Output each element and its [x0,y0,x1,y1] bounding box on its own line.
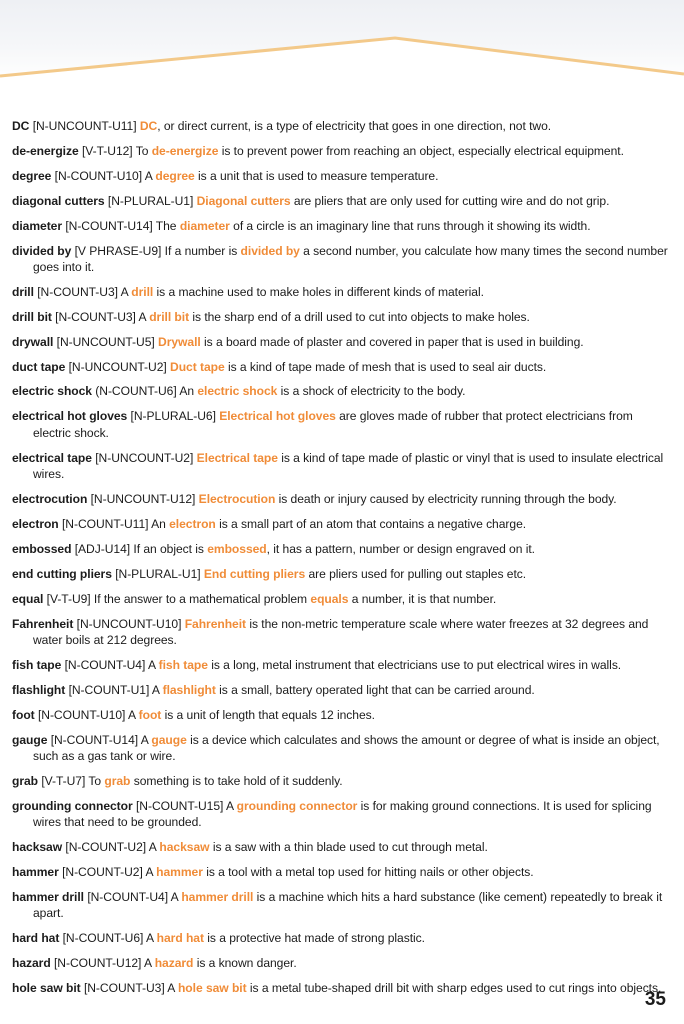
entry-definition: are pliers that are only used for cutting wire and do not grip. [293,193,610,208]
entry-headword: embossed [12,541,72,556]
entry-highlighted-term: Diagonal cutters [196,193,291,208]
glossary-entry [12,243,672,276]
entry-highlighted-term: hammer [156,865,203,879]
entry-part-of-speech: [ADJ-U14] [74,541,131,556]
entry-part-of-speech: [V-T-U9] [46,591,91,606]
entry-definition: is a small, battery operated light that can be carried around. [219,682,535,697]
entry-highlighted-term: End cutting pliers [203,566,306,581]
glossary-entry [12,889,672,922]
page-number: 35 [644,989,666,1010]
glossary-entry [12,168,672,184]
header-decoration [0,0,684,80]
entry-definition: , or direct current, is a type of electricity that goes in one direction, not two. [157,119,552,133]
entry-definition: is a protective hat made of strong plastic. [207,931,425,946]
entry-definition: something is to take hold of it suddenly. [133,773,343,788]
entry-definition: is a saw with a thin blade used to cut through metal. [212,840,488,855]
glossary-entry [12,980,672,996]
entry-headword: equal [12,591,44,606]
entry-headword: divided by [12,243,72,258]
entry-highlighted-term: Fahrenheit [184,616,247,631]
entry-definition-lead: A [144,168,153,183]
entry-part-of-speech: [N-COUNT-U4] [87,889,169,904]
glossary-entry [12,118,672,134]
entry-part-of-speech: [N-COUNT-U1] [68,682,150,697]
entry-headword: foot [12,707,35,722]
entry-highlighted-term: Electrocution [198,492,276,506]
entry-highlighted-term: Drywall [158,334,201,349]
entry-headword: grab [12,773,39,788]
entry-highlighted-term: de-energize [151,143,219,158]
entry-definition: is for making ground connections. It is used for splicing wires that need to be grounded. [33,798,652,830]
glossary-entry [12,864,672,880]
entry-headword: hard hat [12,931,60,946]
entry-definition: is a machine used to make holes in different kinds of material. [156,284,484,299]
entry-part-of-speech: [N-UNCOUNT-U12] [90,492,196,506]
glossary-entry [12,383,672,399]
entry-part-of-speech: [N-UNCOUNT-U2] [95,450,194,465]
entry-part-of-speech: [N-COUNT-U14] [65,218,153,233]
entry-highlighted-term: fish tape [158,657,208,672]
entry-part-of-speech: [N-UNCOUNT-U5] [56,334,155,349]
entry-headword: fish tape [12,657,62,672]
entry-definition: a second number, you calculate how many times the second number goes into it. [33,243,668,274]
entry-headword: hacksaw [12,840,63,855]
entry-headword: degree [12,168,52,183]
glossary-entry [12,541,672,557]
entry-definition: is a machine which hits a hard substance (like cement) repeatedly to break it apart. [33,889,663,921]
entry-definition-lead: A [138,309,146,324]
entry-highlighted-term: drill [131,284,154,299]
glossary-entry [12,218,672,234]
entry-definition: is a device which calculates and shows the amount or degree of what is inside an object, such as a gas tank or wire. [33,732,660,763]
entry-definition-lead: If an object is [133,541,204,556]
entry-definition-lead: A [127,707,136,722]
glossary-entry [12,193,672,209]
entry-definition-lead: A [145,865,153,879]
page-header-band [0,0,684,80]
glossary-entry [12,657,672,673]
glossary-entry [12,359,672,375]
entry-definition: is to prevent power from reaching an object, especially electrical equipment. [221,143,624,158]
entry-part-of-speech: [N-PLURAL-U1] [107,193,194,208]
entry-highlighted-term: drill bit [149,309,190,324]
entry-definition: is a unit that is used to measure temperature. [198,168,439,183]
entry-definition: are pliers used for pulling out staples etc. [308,566,527,581]
entry-definition: is the non-metric temperature scale where water freezes at 32 degrees and water boils at 212 degrees. [33,616,649,647]
entry-definition: are gloves made of rubber that protect electricians from electric shock. [33,409,633,440]
glossary-entry [12,334,672,350]
entry-headword: diagonal cutters [12,193,105,208]
entry-definition-lead: To [88,773,102,788]
entry-headword: diameter [12,218,63,233]
glossary-entry [12,616,672,649]
glossary-entry [12,491,672,507]
glossary-entry [12,516,672,532]
entry-part-of-speech: [N-COUNT-U11] [61,516,149,531]
entry-headword: drywall [12,334,54,349]
entry-definition-lead: A [144,956,152,971]
entry-highlighted-term: hole saw bit [177,981,247,996]
entry-definition: is a board made of plaster and covered in paper that is used in building. [204,334,584,349]
entry-headword: hole saw bit [12,981,81,996]
entry-highlighted-term: divided by [240,243,300,258]
entry-part-of-speech: [N-COUNT-U2] [65,840,147,855]
entry-highlighted-term: foot [138,707,162,722]
entry-highlighted-term: degree [155,168,195,183]
entry-definition-lead: A [148,840,157,855]
glossary-entry [12,566,672,582]
entry-highlighted-term: hard hat [156,931,204,946]
entry-part-of-speech: [N-COUNT-U2] [62,865,143,879]
glossary-entry [12,450,672,483]
entry-part-of-speech: [N-PLURAL-U6] [130,409,216,424]
entry-highlighted-term: equals [310,591,349,606]
entry-definition-lead: A [140,732,149,747]
entry-definition-lead: If the answer to a mathematical problem [93,591,308,606]
entry-definition: of a circle is an imaginary line that runs through it showing its width. [233,218,591,233]
entry-headword: end cutting pliers [12,566,112,581]
entry-definition-lead: A [145,931,154,946]
entry-headword: de-energize [12,143,79,158]
glossary-entry [12,591,672,607]
entry-part-of-speech: [N-COUNT-U3] [83,981,165,996]
entry-headword: electric shock [12,384,92,399]
entry-part-of-speech: [N-COUNT-U12] [54,956,142,971]
entry-highlighted-term: Electrical tape [196,450,278,465]
entry-headword: electrical tape [12,450,92,465]
entry-headword: DC [12,119,30,133]
entry-definition: is a tool with a metal top used for hitting nails or other objects. [206,865,534,879]
glossary-entry [12,930,672,946]
entry-definition-lead: The [155,218,177,233]
entry-part-of-speech: [N-UNCOUNT-U2] [68,359,167,374]
entry-headword: flashlight [12,682,66,697]
entry-definition: is a metal tube-shaped drill bit with sharp edges used to cut rings into objects. [249,981,662,996]
entry-headword: gauge [12,732,48,747]
entry-definition: , it has a pattern, number or design engraved on it. [266,541,535,556]
glossary-entry [12,732,672,765]
entry-definition-lead: A [120,284,128,299]
glossary-entry [12,309,672,325]
entry-headword: drill [12,284,34,299]
entry-part-of-speech: [N-PLURAL-U1] [115,566,201,581]
glossary-entry [12,284,672,300]
entry-headword: electrocution [12,492,88,506]
entry-highlighted-term: electric shock [197,384,278,399]
entry-definition-lead: A [147,657,156,672]
entry-part-of-speech: [V PHRASE-U9] [74,243,162,258]
glossary-entry [12,143,672,159]
entry-highlighted-term: hazard [154,956,194,971]
entry-highlighted-term: grounding connector [236,798,358,813]
entry-highlighted-term: flashlight [162,682,216,697]
entry-headword: Fahrenheit [12,616,74,631]
entry-part-of-speech: [V-T-U12] [81,143,133,158]
entry-definition-lead: An [179,384,195,399]
entry-definition-lead: A [167,981,175,996]
entry-headword: grounding connector [12,798,133,813]
entry-headword: hazard [12,956,51,971]
entry-headword: electrical hot gloves [12,409,128,424]
entry-definition: is death or injury caused by electricity running through the body. [278,492,617,506]
entry-definition: is a kind of tape made of plastic or vinyl that is used to insulate electrical wires. [33,450,664,482]
entry-part-of-speech: [N-COUNT-U6] [62,931,144,946]
entry-definition: is a known danger. [196,956,297,971]
entry-highlighted-term: embossed [207,541,267,556]
glossary-entry [12,955,672,971]
entry-definition: is a shock of electricity to the body. [280,384,466,399]
entry-highlighted-term: DC [139,119,158,133]
entry-highlighted-term: diameter [179,218,230,233]
entry-headword: hammer drill [12,889,84,904]
entry-definition-lead: If a number is [164,243,238,258]
entry-definition: is a kind of tape made of mesh that is used to seal air ducts. [227,359,547,374]
entry-part-of-speech: [V-T-U7] [41,773,86,788]
entry-definition-lead: An [151,516,166,531]
entry-definition: is a unit of length that equals 12 inches. [164,707,375,722]
entry-headword: drill bit [12,309,52,324]
entry-highlighted-term: hacksaw [159,840,210,855]
entry-part-of-speech: [N-UNCOUNT-U10] [76,616,182,631]
entry-part-of-speech: [N-COUNT-U10] [37,707,126,722]
entry-definition-lead: To [135,143,149,158]
entry-part-of-speech: [N-COUNT-U4] [64,657,146,672]
entry-highlighted-term: Electrical hot gloves [219,409,336,424]
entry-highlighted-term: hammer drill [181,889,254,904]
entry-highlighted-term: electron [169,516,216,531]
entry-part-of-speech: (N-COUNT-U6] [95,384,177,399]
entry-part-of-speech: [N-UNCOUNT-U11] [32,119,137,133]
glossary-entry [12,798,672,831]
entry-highlighted-term: gauge [151,732,187,747]
entry-headword: electron [12,516,59,531]
entry-highlighted-term: Duct tape [170,359,225,374]
entry-part-of-speech: [N-COUNT-U3] [37,284,118,299]
entry-definition-lead: A [226,798,234,813]
glossary-entry [12,707,672,723]
entry-part-of-speech: [N-COUNT-U10] [54,168,143,183]
glossary-entry [12,773,672,789]
entry-definition: a number, it is that number. [351,591,497,606]
glossary-entry-list [12,118,672,1005]
entry-headword: duct tape [12,359,66,374]
entry-definition: is a long, metal instrument that electricians use to put electrical wires in walls. [211,657,622,672]
entry-part-of-speech: [N-COUNT-U3] [55,309,136,324]
entry-definition: is the sharp end of a drill used to cut into objects to make holes. [192,309,530,324]
glossary-entry [12,682,672,698]
entry-headword: hammer [12,865,59,879]
entry-definition-lead: A [170,889,179,904]
entry-part-of-speech: [N-COUNT-U15] [135,798,224,813]
entry-highlighted-term: grab [104,773,131,788]
glossary-entry [12,408,672,441]
glossary-entry [12,839,672,855]
entry-part-of-speech: [N-COUNT-U14] [50,732,139,747]
entry-definition-lead: A [151,682,160,697]
entry-definition: is a small part of an atom that contains a negative charge. [219,516,527,531]
